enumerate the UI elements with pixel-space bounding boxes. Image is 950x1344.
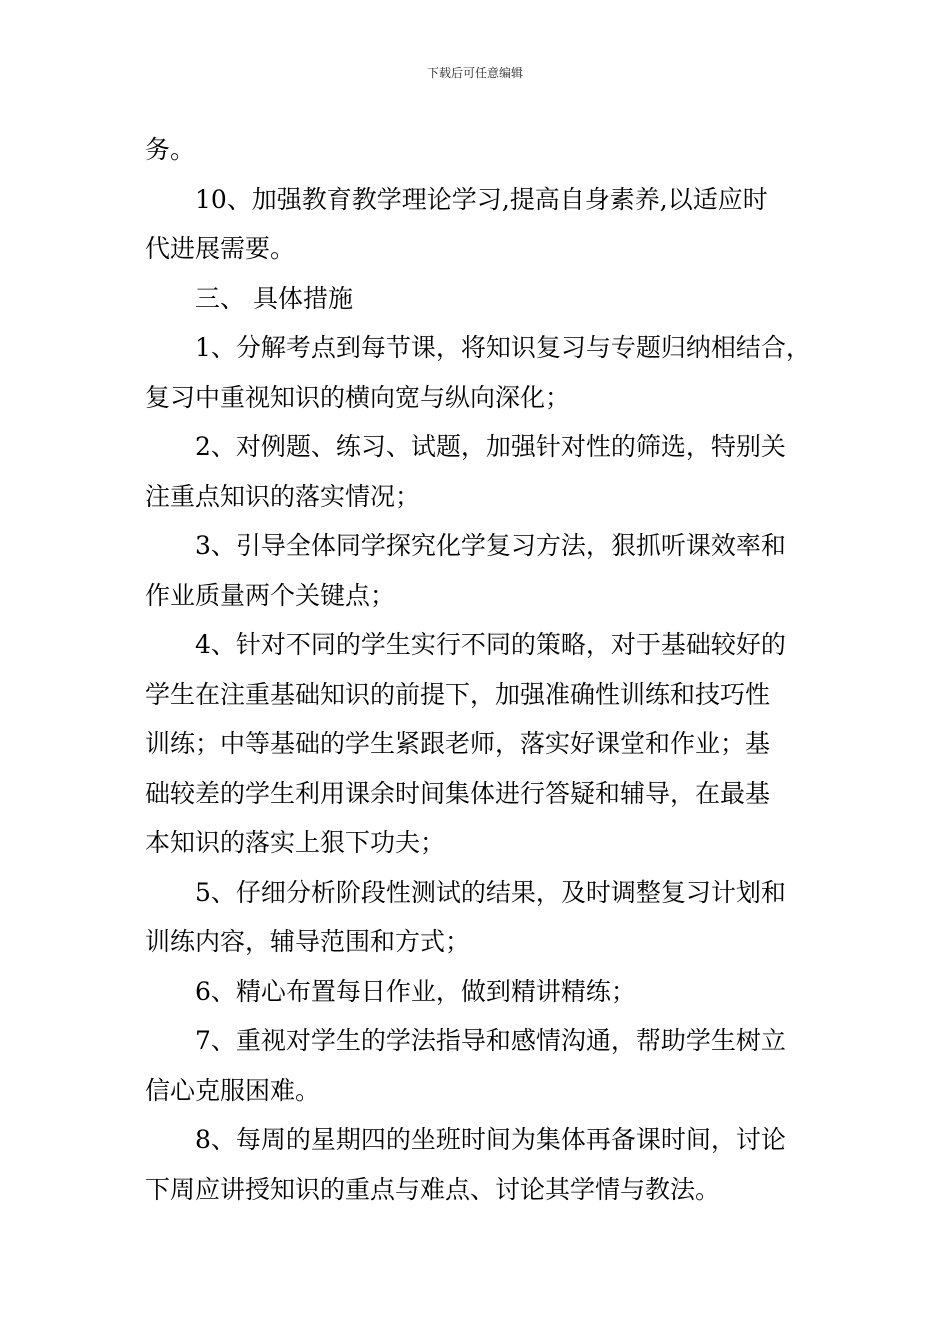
- text-line: 复习中重视知识的横向宽与纵向深化；: [145, 382, 571, 412]
- text-line: 6、精心布置每日作业，做到精讲精练；: [195, 976, 636, 1006]
- text-line: 2、对例题、练习、试题，加强针对性的筛选，特别关: [195, 432, 786, 461]
- text-line: 8、每周的星期四的坐班时间为集体再备课时间，讨论: [195, 1125, 786, 1154]
- text-line: 代进展需要。: [145, 234, 296, 263]
- text-line: 10、加强教育教学理论学习,提高自身素养,以适应时: [195, 184, 768, 214]
- text-line: 训练内容，辅导范围和方式；: [145, 927, 471, 956]
- section-heading: 三、 具体措施: [195, 283, 353, 313]
- text-line: 训练；中等基础的学生紧跟老师，落实好课堂和作业；基: [145, 729, 771, 758]
- text-line: 信心克服困难。: [145, 1075, 321, 1105]
- document-body: [145, 125, 810, 1214]
- text-line: 1、分解考点到每节课，将知识复习与专题归纳相结合，: [195, 333, 811, 362]
- text-line: 作业质量两个关键点；: [145, 580, 396, 610]
- page-header: 下载后可任意编辑: [426, 66, 523, 80]
- text-line: 本知识的落实上狠下功夫；: [145, 828, 446, 857]
- text-line: 注重点知识的落实情况；: [145, 481, 421, 511]
- text-line: 7、重视对学生的学法指导和感情沟通，帮助学生树立: [195, 1026, 786, 1055]
- text-line: 学生在注重基础知识的前提下，加强准确性训练和技巧性: [145, 679, 771, 709]
- text-line: 务。: [145, 135, 196, 164]
- text-line: 础较差的学生利用课余时间集体进行答疑和辅导，在最基: [145, 778, 771, 808]
- text-line: 4、针对不同的学生实行不同的策略，对于基础较好的: [195, 630, 786, 659]
- text-line: 5、仔细分析阶段性测试的结果，及时调整复习计划和: [195, 877, 786, 907]
- text-line: 下周应讲授知识的重点与难点、讨论其学情与教法。: [145, 1174, 721, 1204]
- text-line: 3、引导全体同学探究化学复习方法，狠抓听课效率和: [195, 531, 786, 560]
